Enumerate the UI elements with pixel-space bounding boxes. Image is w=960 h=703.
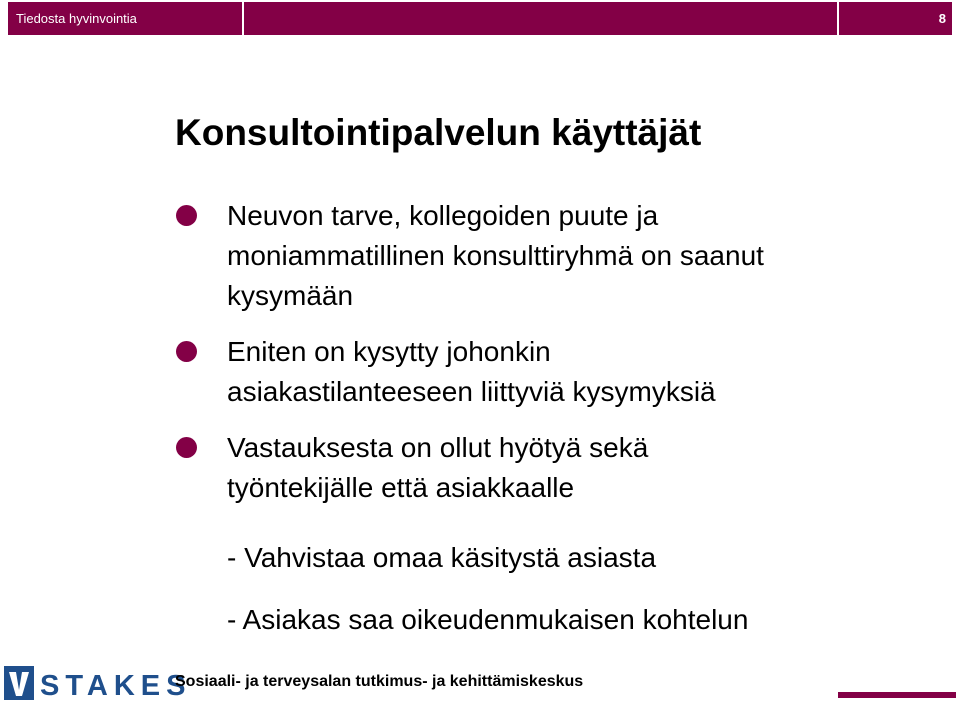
slide-title: Konsultointipalvelun käyttäjät [175,112,702,153]
bullet-line: työntekijälle että asiakkaalle [227,472,575,503]
subpoint-item: - Vahvistaa omaa käsitystä asiasta [227,542,657,573]
subpoint-list [227,538,947,662]
svg-text:STAKES: STAKES [40,670,192,702]
header-bar [0,0,960,38]
organization-name: Sosiaali- ja terveysalan tutkimus- ja kehittämiskeskus [175,673,584,690]
footer [0,662,960,703]
bullet-line: asiakastilanteeseen liittyviä kysymyksiä [227,376,716,407]
subpoint-item: - Asiakas saa oikeudenmukaisen kohtelun [227,604,749,635]
bullet-line: kysymään [227,280,354,311]
bullet-dot-icon [176,341,197,362]
page-number: 8 [839,2,952,35]
bullet-line: moniammatillinen konsulttiryhmä on saanut [227,240,764,271]
bullet-dot-icon [176,437,197,458]
footer-accent-bar [838,692,956,698]
bullet-dot-icon [176,205,197,226]
bullet-line: Neuvon tarve, kollegoiden puute ja [227,200,659,231]
bullet-list [176,196,936,524]
bullet-item [176,428,936,508]
bullet-line: Eniten on kysytty johonkin [227,336,551,367]
bullet-item [176,332,936,412]
stakes-logo [4,666,192,702]
header-middle-block [244,2,837,35]
header-left-text: Tiedosta hyvinvointia [8,2,242,35]
bullet-item [176,196,936,316]
bullet-line: Vastauksesta on ollut hyötyä sekä [227,432,649,463]
